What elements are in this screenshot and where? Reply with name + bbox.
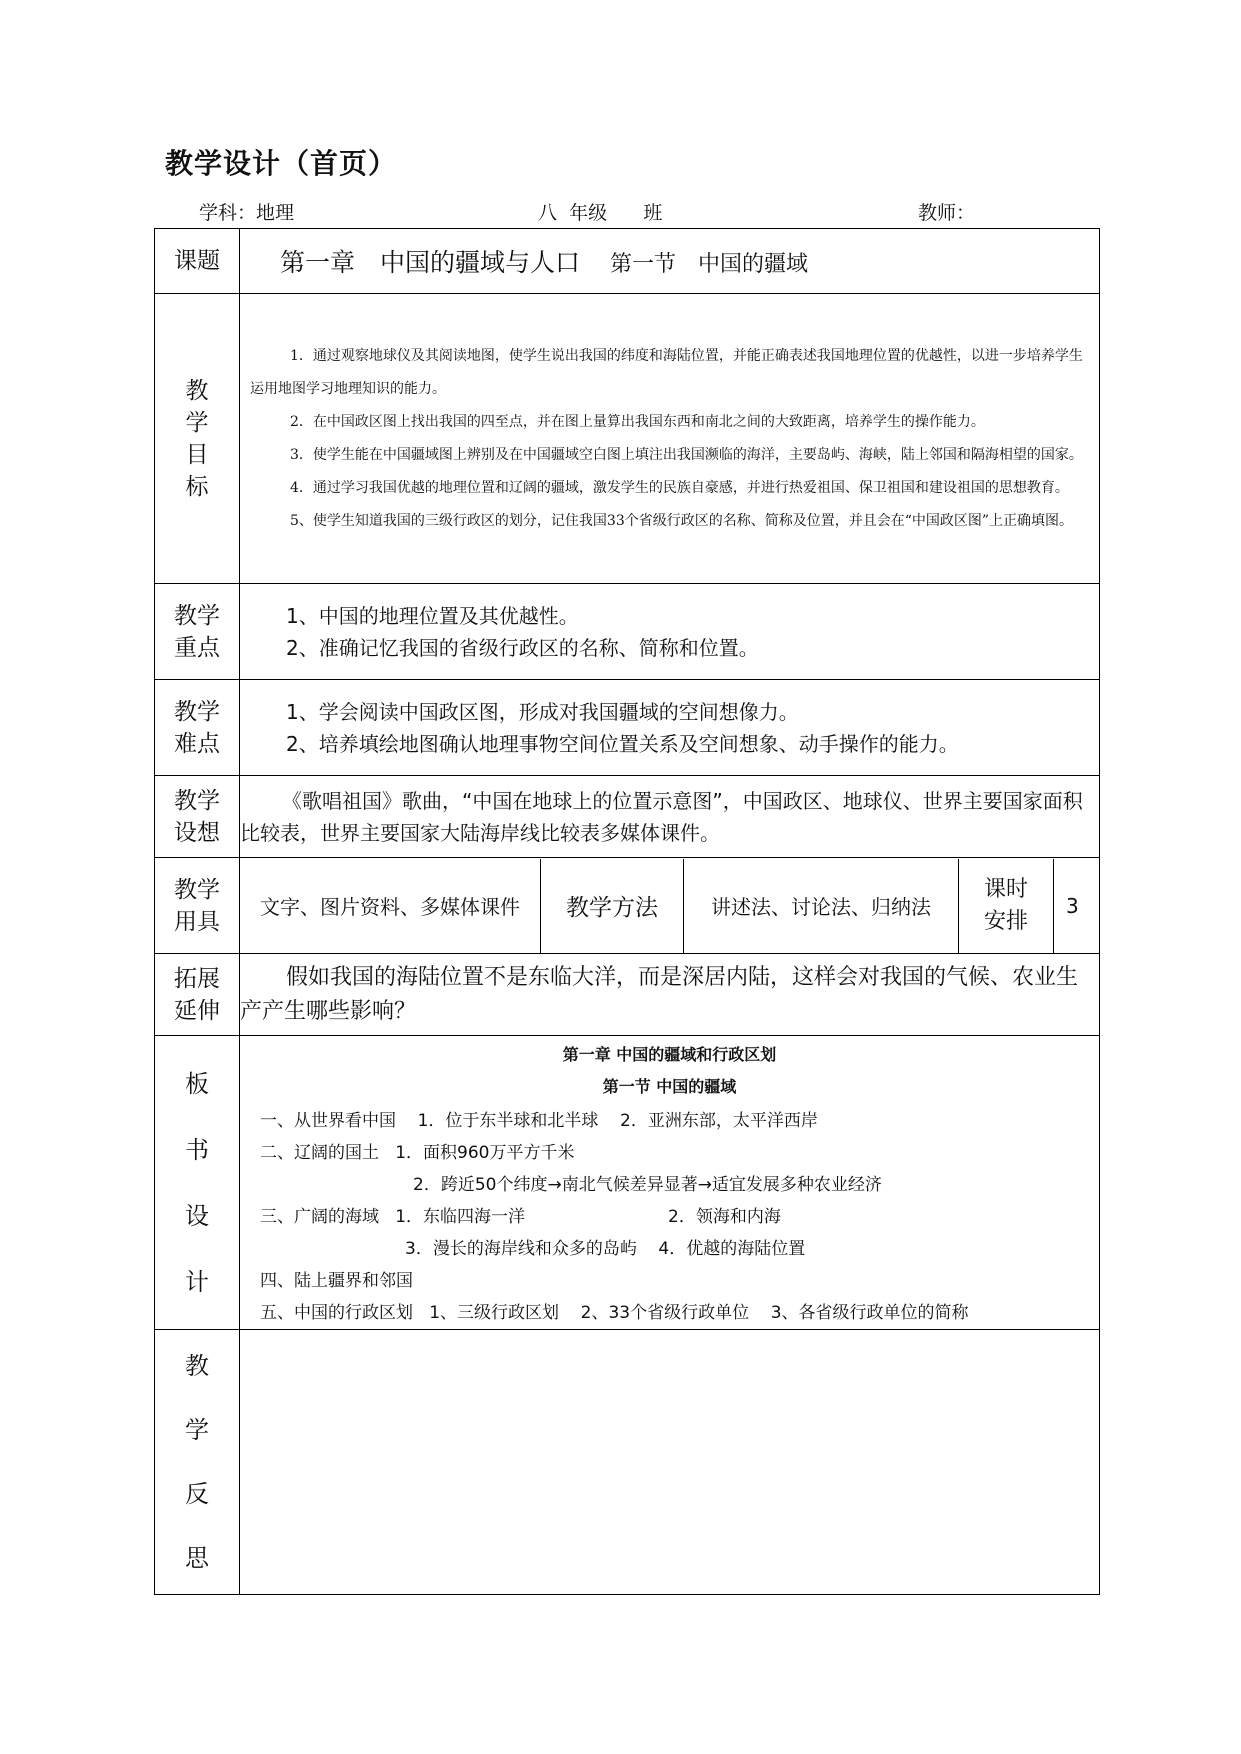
objective-item: 5、使学生知道我国的三级行政区的划分，记住我国33个省级行政区的名称、简称及位置，并且会在“中国政区图”上正确填图。 — [290, 512, 1074, 529]
extension-text: 假如我国的海陆位置不是东临大洋，而是深居内陆，这样会对我国的气候、农业生产产生哪些影响？ — [240, 954, 1100, 1036]
row-reflection — [155, 1330, 1100, 1595]
objective-item: 4．通过学习我国优越的地理位置和辽阔的疆域，激发学生的民族自豪感，并进行热爱祖国、保卫祖国和建设祖国的思想教育。 — [290, 479, 1069, 496]
row-extension — [155, 954, 1100, 1036]
topic-label: 课题 — [155, 229, 240, 294]
board-label-char: 计 — [185, 1267, 209, 1296]
objectives-label-char: 目 — [185, 441, 209, 468]
hours-value: 3 — [1066, 893, 1079, 918]
key-point-item: 2、准确记忆我国的省级行政区的名称、简称和位置。 — [286, 635, 759, 660]
board-line: 3．漫长的海岸线和众多的岛屿 4．优越的海陆位置 — [405, 1239, 806, 1259]
hours-label-line: 安排 — [983, 908, 1028, 934]
key-points-cell — [240, 584, 1100, 680]
reflection-label-char: 反 — [185, 1480, 209, 1508]
objectives-cell — [240, 294, 1100, 584]
row-key-points — [155, 584, 1100, 680]
objectives-label-char: 标 — [185, 473, 209, 500]
objective-item: 1．通过观察地球仪及其阅读地图，使学生说出我国的纬度和海陆位置，并能正确表述我国地理位置的优越性，以进一步培养学生运用地图学习地理知识的能力。 — [250, 347, 1083, 397]
objective-item: 3．使学生能在中国疆域图上辨别及在中国疆域空白图上填注出我国濒临的海洋，主要岛屿、海峡，陆上邻国和隔海相望的国家。 — [290, 446, 1083, 463]
topic-cell — [240, 229, 1100, 294]
grade-field: 八 年级 班 — [538, 202, 663, 224]
method-label: 教学方法 — [541, 859, 684, 953]
board-line: 五、中国的行政区划 1、三级行政区划 2、33个省级行政单位 3、各省级行政单位的简称 — [260, 1303, 969, 1323]
board-label-char: 设 — [185, 1201, 209, 1230]
key-points-label-line: 重点 — [174, 634, 220, 661]
key-points-label-line: 教学 — [174, 602, 220, 629]
tools-inner-table — [240, 859, 1099, 953]
difficulties-label-line: 教学 — [174, 698, 220, 725]
difficulties-cell — [240, 680, 1100, 776]
objectives-label — [155, 294, 240, 584]
row-concept — [155, 776, 1100, 858]
row-topic — [155, 229, 1100, 294]
hours-label — [959, 859, 1054, 953]
concept-label — [155, 776, 240, 858]
extension-label-line: 拓展 — [174, 965, 220, 992]
objectives-label-char: 教 — [185, 377, 209, 404]
tools-label-line: 教学 — [174, 876, 220, 903]
concept-label-line: 设想 — [174, 819, 220, 846]
board-label — [155, 1036, 240, 1330]
lesson-plan-table — [154, 228, 1100, 1595]
topic-section: 第一节 中国的疆域 — [610, 252, 809, 277]
topic-chapter: 第一章 中国的疆域与人口 — [280, 248, 581, 277]
method-value: 讲述法、讨论法、归纳法 — [684, 859, 959, 953]
difficulty-item: 1、学会阅读中国政区图，形成对我国疆域的空间想像力。 — [286, 699, 799, 724]
tools-cell — [240, 858, 1100, 954]
reflection-cell — [240, 1330, 1100, 1595]
reflection-label-char: 学 — [185, 1416, 209, 1444]
row-difficulties — [155, 680, 1100, 776]
concept-label-line: 教学 — [174, 787, 220, 814]
concept-text: 《歌唱祖国》歌曲，“中国在地球上的位置示意图”，中国政区、地球仪、世界主要国家面积比较表，世界主要国家大陆海岸线比较表多媒体课件。 — [240, 776, 1100, 858]
tools-label-line: 用具 — [174, 908, 220, 935]
board-line: 一、从世界看中国 1．位于东半球和北半球 2．亚洲东部，太平洋西岸 — [260, 1111, 818, 1131]
teacher-field: 教师： — [918, 202, 976, 224]
board-label-char: 书 — [185, 1135, 209, 1164]
board-line: 四、陆上疆界和邻国 — [260, 1271, 413, 1291]
difficulty-item: 2、培养填绘地图确认地理事物空间位置关系及空间想象、动手操作的能力。 — [286, 731, 959, 756]
extension-label — [155, 954, 240, 1036]
board-line: 三、广阔的海域 1．东临四海一洋 — [260, 1207, 526, 1227]
extension-label-line: 延伸 — [174, 997, 220, 1024]
objectives-label-char: 学 — [185, 409, 209, 436]
objective-item: 2．在中国政区图上找出我国的四至点，并在图上量算出我国东西和南北之间的大致距离，培养学生的操作能力。 — [290, 413, 985, 430]
row-tools — [155, 858, 1100, 954]
key-points-label — [155, 584, 240, 680]
board-line: 2．跨近50个纬度→南北气候差异显著→适宜发展多种农业经济 — [413, 1175, 882, 1195]
hours-label-line: 课时 — [983, 876, 1028, 902]
board-title-section: 第一节 中国的疆域 — [602, 1077, 737, 1096]
reflection-label-char: 思 — [185, 1544, 209, 1572]
tools-label — [155, 858, 240, 954]
difficulties-label — [155, 680, 240, 776]
reflection-label-char: 教 — [185, 1352, 209, 1380]
difficulties-label-line: 难点 — [174, 730, 220, 757]
board-line: 二、辽阔的国土 1．面积960万平方千米 — [260, 1143, 575, 1163]
board-cell — [240, 1036, 1100, 1330]
page-title: 教学设计（首页） — [165, 147, 398, 180]
row-board — [155, 1036, 1100, 1330]
subject-field: 学科：地理 — [199, 202, 295, 224]
row-objectives — [155, 294, 1100, 584]
board-title-chapter: 第一章 中国的疆域和行政区划 — [562, 1045, 777, 1064]
board-line: 2．领海和内海 — [668, 1207, 781, 1227]
key-point-item: 1、中国的地理位置及其优越性。 — [286, 603, 579, 628]
reflection-label — [155, 1330, 240, 1595]
tools-value: 文字、图片资料、多媒体课件 — [240, 859, 541, 953]
board-label-char: 板 — [185, 1069, 209, 1098]
